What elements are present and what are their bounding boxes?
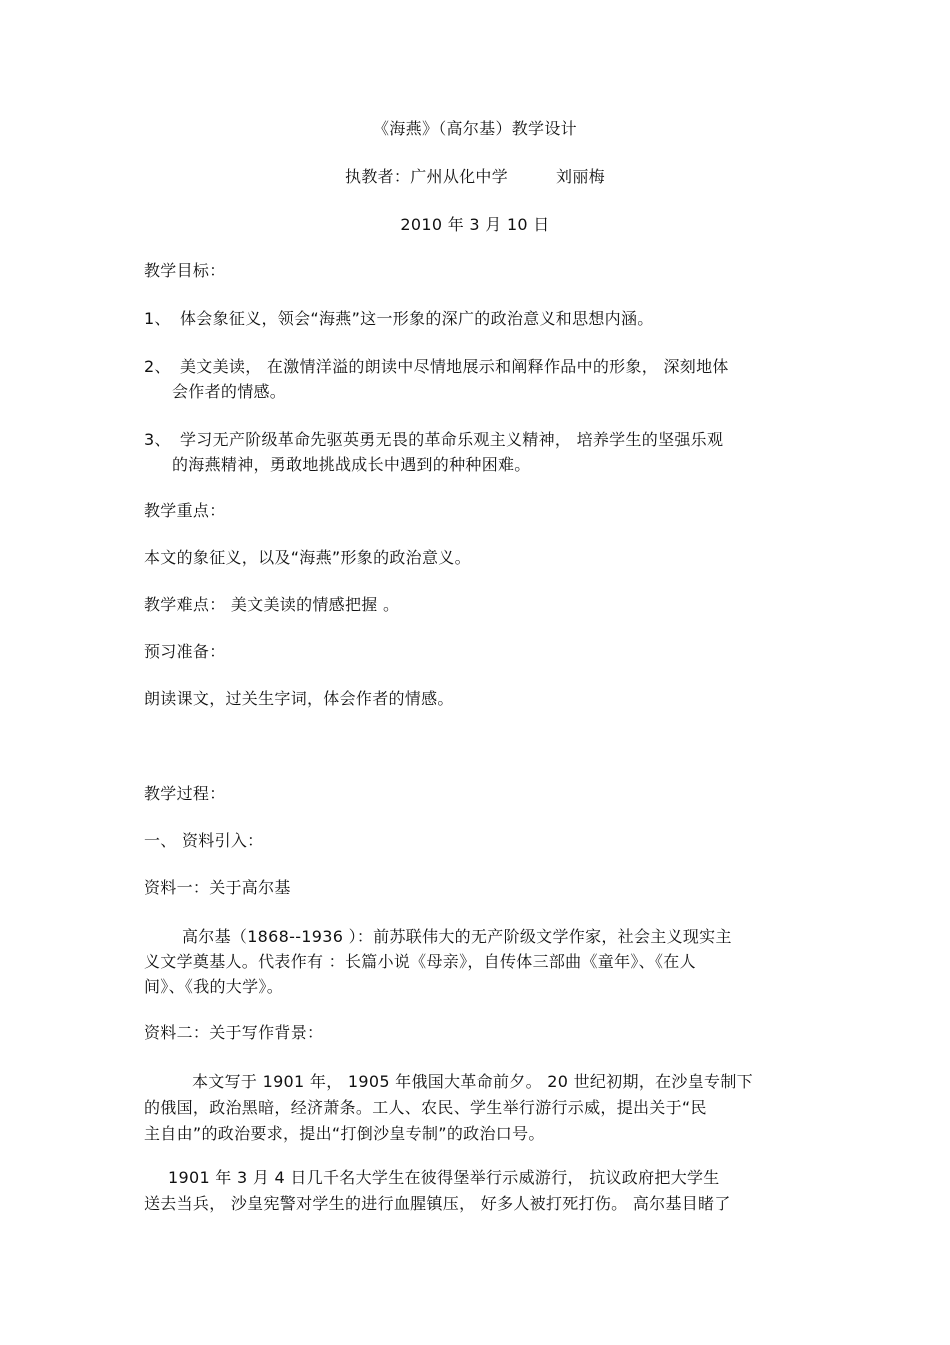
ref-1-line-2: 义文学奠基人。代表作有 ：长篇小说《母亲》，自传体三部曲《童年》、《在人 [144,952,696,971]
document-date: 2010 年 3 月 10 日 [400,215,550,234]
difficulty-line: 教学难点： 美文美读的情感把握 。 [144,595,400,614]
ref-1-line-1: 高尔基（1868--1936 ）：前苏联伟大的无产阶级文学作家，社会主义现实主 [182,927,732,946]
key-heading: 教学重点： [144,501,226,520]
ref-2-line-3: 主自由”的政治要求，提出“打倒沙皇专制”的政治口号。 [144,1124,545,1143]
prep-text: 朗读课文，过关生字词，体会作者的情感。 [144,689,454,708]
goal-3-number: 3、 [144,430,171,449]
author-name: 刘丽梅 [556,167,605,186]
goal-3-line-2: 的海燕精神，勇敢地挑战成长中遇到的种种困难。 [172,455,531,474]
section-1-heading: 一、 资料引入： [144,831,264,850]
goals-heading: 教学目标： [144,261,226,280]
goal-3-line-1: 学习无产阶级革命先驱英勇无畏的革命乐观主义精神， 培养学生的坚强乐观 [180,430,724,449]
goal-2-number: 2、 [144,357,171,376]
ref-1-line-3: 间》、《我的大学》。 [144,977,284,996]
author-line [0,165,950,189]
goal-2-line-1: 美文美读， 在激情洋溢的朗读中尽情地展示和阐释作品中的形象， 深刻地体 [180,357,729,376]
ref-2-heading: 资料二：关于写作背景： [144,1023,324,1042]
author-label: 执教者：广州从化中学 [345,167,509,186]
process-heading: 教学过程： [144,784,226,803]
ref-1-heading: 资料一：关于高尔基 [144,878,291,897]
goal-1-number: 1、 [144,309,171,328]
ref-2-line-2: 的俄国，政治黑暗，经济萧条。工人、农民、学生举行游行示威，提出关于“民 [144,1098,707,1117]
document-title: 《海燕》（高尔基）教学设计 [373,119,577,138]
ref-3-line-1: 1901 年 3 月 4 日几千名大学生在彼得堡举行示威游行， 抗议政府把大学生 [168,1168,720,1187]
goal-2-line-2: 会作者的情感。 [172,382,287,401]
key-text: 本文的象征义，以及“海燕”形象的政治意义。 [144,548,471,567]
ref-3-line-2: 送去当兵， 沙皇宪警对学生的进行血腥镇压， 好多人被打死打伤。 高尔基目睹了 [144,1194,731,1213]
goal-1-line-1: 体会象征义，领会“海燕”这一形象的深广的政治意义和思想内涵。 [180,309,654,328]
prep-heading: 预习准备： [144,642,226,661]
ref-2-line-1: 本文写于 1901 年， 1905 年俄国大革命前夕。 20 世纪初期，在沙皇专制下 [192,1072,753,1091]
